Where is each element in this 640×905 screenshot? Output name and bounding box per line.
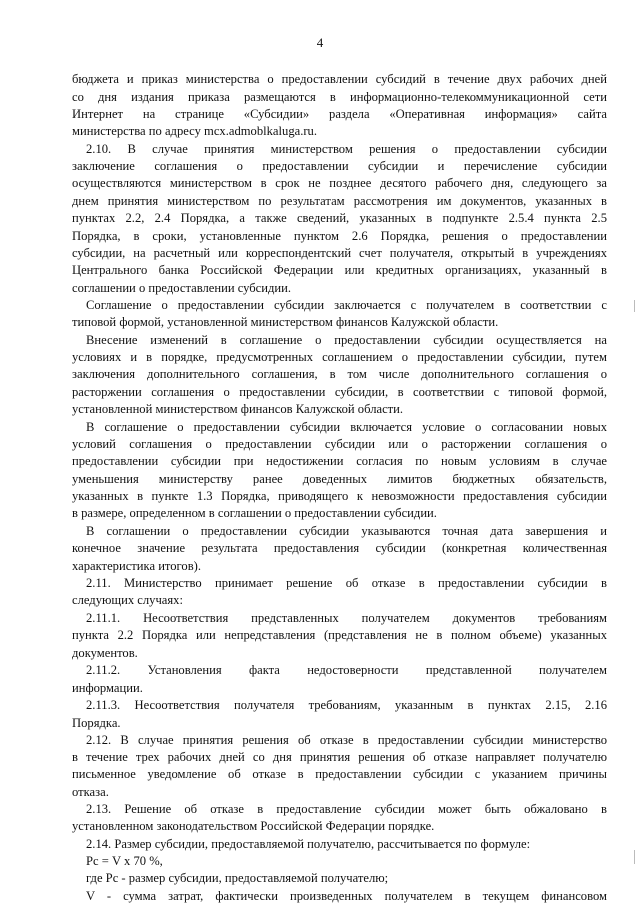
text-line: характеристика итогов). bbox=[72, 559, 201, 573]
text-line: документов. bbox=[72, 646, 138, 660]
text-line: указанных в пункте 1.3 Порядка, приводящего к невозможности предоставления субсидии bbox=[72, 489, 607, 503]
text-line: расторжении соглашения о предоставлении субсидии, в соответствии с типовой формой, bbox=[72, 385, 607, 399]
text-line: письменное уведомление об отказе в предоставлении субсидии с указанием причины bbox=[72, 767, 607, 781]
text-line: 2.11. Министерство принимает решение об отказе в предоставлении субсидии в bbox=[86, 576, 607, 590]
scan-edge-mark bbox=[634, 850, 635, 864]
text-line: Рс = V х 70 %, bbox=[86, 854, 163, 868]
text-line: министерства по адресу mcx.admoblkaluga.ru. bbox=[72, 124, 317, 138]
text-line: условиях и в порядке, предусмотренных соглашением о предоставлении субсидии, путем bbox=[72, 350, 607, 364]
text-line: условий соглашения о предоставлении субсидии или о расторжении соглашения о bbox=[72, 437, 607, 451]
text-line: предоставлении субсидии при недостижении согласия по новым условиям в случае bbox=[72, 454, 607, 468]
text-line: установленном законодательством Российской Федерации порядке. bbox=[72, 819, 435, 833]
text-line: субсидии, на расчетный или корреспондентский счет получателя, открытый в учреждениях bbox=[72, 246, 607, 260]
text-line: со дня издания приказа размещаются в информационно-телекоммуникационной сети bbox=[72, 90, 607, 104]
text-line: 2.11.2. Установления факта недостоверности представленной получателем bbox=[86, 663, 607, 677]
scan-edge-mark bbox=[634, 300, 635, 312]
text-line: где Рс - размер субсидии, предоставляемой получателю; bbox=[86, 871, 389, 885]
text-line: Соглашение о предоставлении субсидии заключается с получателем в соответствии с bbox=[86, 298, 607, 312]
text-line: Внесение изменений в соглашение о предоставлении субсидии осуществляется на bbox=[86, 333, 607, 347]
text-line: В соглашение о предоставлении субсидии включается условие о согласовании новых bbox=[86, 420, 607, 434]
text-line: в течение трех рабочих дней со дня принятия решения об отказе направляет получателю bbox=[72, 750, 607, 764]
text-line: бюджета и приказ министерства о предоставлении субсидий в течение двух рабочих дней bbox=[72, 72, 607, 86]
page-number: 4 bbox=[316, 35, 324, 50]
text-line: Порядка, в сроки, установленные пунктом 2.6 Порядка, решения о предоставлении bbox=[72, 229, 607, 243]
text-line: 2.11.1. Несоответствия представленных получателем документов требованиям bbox=[86, 611, 607, 625]
text-line: отказа. bbox=[72, 785, 109, 799]
text-line: уменьшения министерству ранее доведенных лимитов бюджетных обязательств, bbox=[72, 472, 607, 486]
text-line: 2.12. В случае принятия решения об отказе в предоставлении субсидии министерство bbox=[86, 733, 607, 747]
text-line: в размере, определенном в соглашении о предоставлении субсидии. bbox=[72, 506, 437, 520]
text-line: пункта 2.2 Порядка или непредставления (представления не в полном объеме) указанных bbox=[72, 628, 607, 642]
text-line: заключения дополнительного соглашения, в том числе дополнительного соглашения о bbox=[72, 367, 607, 381]
text-line: 2.13. Решение об отказе в предоставление субсидии может быть обжаловано в bbox=[86, 802, 607, 816]
text-line: заключение соглашения о предоставлении субсидии и перечисление субсидии bbox=[72, 159, 607, 173]
text-line: 2.14. Размер субсидии, предоставляемой получателю, рассчитывается по формуле: bbox=[86, 837, 531, 851]
text-line: типовой формой, установленной министерством финансов Калужской области. bbox=[72, 315, 499, 329]
text-line: пунктах 2.2, 2.4 Порядка, а также сведений, указанных в подпункте 2.5.4 пункта 2.5 bbox=[72, 211, 607, 225]
text-line: соглашении о предоставлении субсидии. bbox=[72, 281, 292, 295]
text-line: конечное значение результата предоставления субсидии (конкретная количественная bbox=[72, 541, 607, 555]
text-line: 2.11.3. Несоответствия получателя требованиям, указанным в пунктах 2.15, 2.16 bbox=[86, 698, 607, 712]
text-line: информации. bbox=[72, 681, 143, 695]
text-line: следующих случаях: bbox=[72, 593, 183, 607]
text-line: осуществляются министерством в срок не позднее десятого рабочего дня, следующего за bbox=[72, 176, 607, 190]
text-line: 2.10. В случае принятия министерством решения о предоставлении субсидии bbox=[86, 142, 607, 156]
text-line: днем принятия министерством по результатам рассмотрения им документов, указанных в bbox=[72, 194, 607, 208]
text-line: Интернет на странице «Субсидии» раздела «Оперативная информация» сайта bbox=[72, 107, 607, 121]
text-line: установленной министерством финансов Калужской области. bbox=[72, 402, 404, 416]
text-line: Центрального банка Российской Федерации или кредитных организациях, указанный в bbox=[72, 263, 607, 277]
text-line: В соглашении о предоставлении субсидии указываются точная дата завершения и bbox=[86, 524, 607, 538]
text-line: Порядка. bbox=[72, 716, 121, 730]
text-line: V - сумма затрат, фактически произведенных получателем в текущем финансовом bbox=[86, 889, 607, 903]
